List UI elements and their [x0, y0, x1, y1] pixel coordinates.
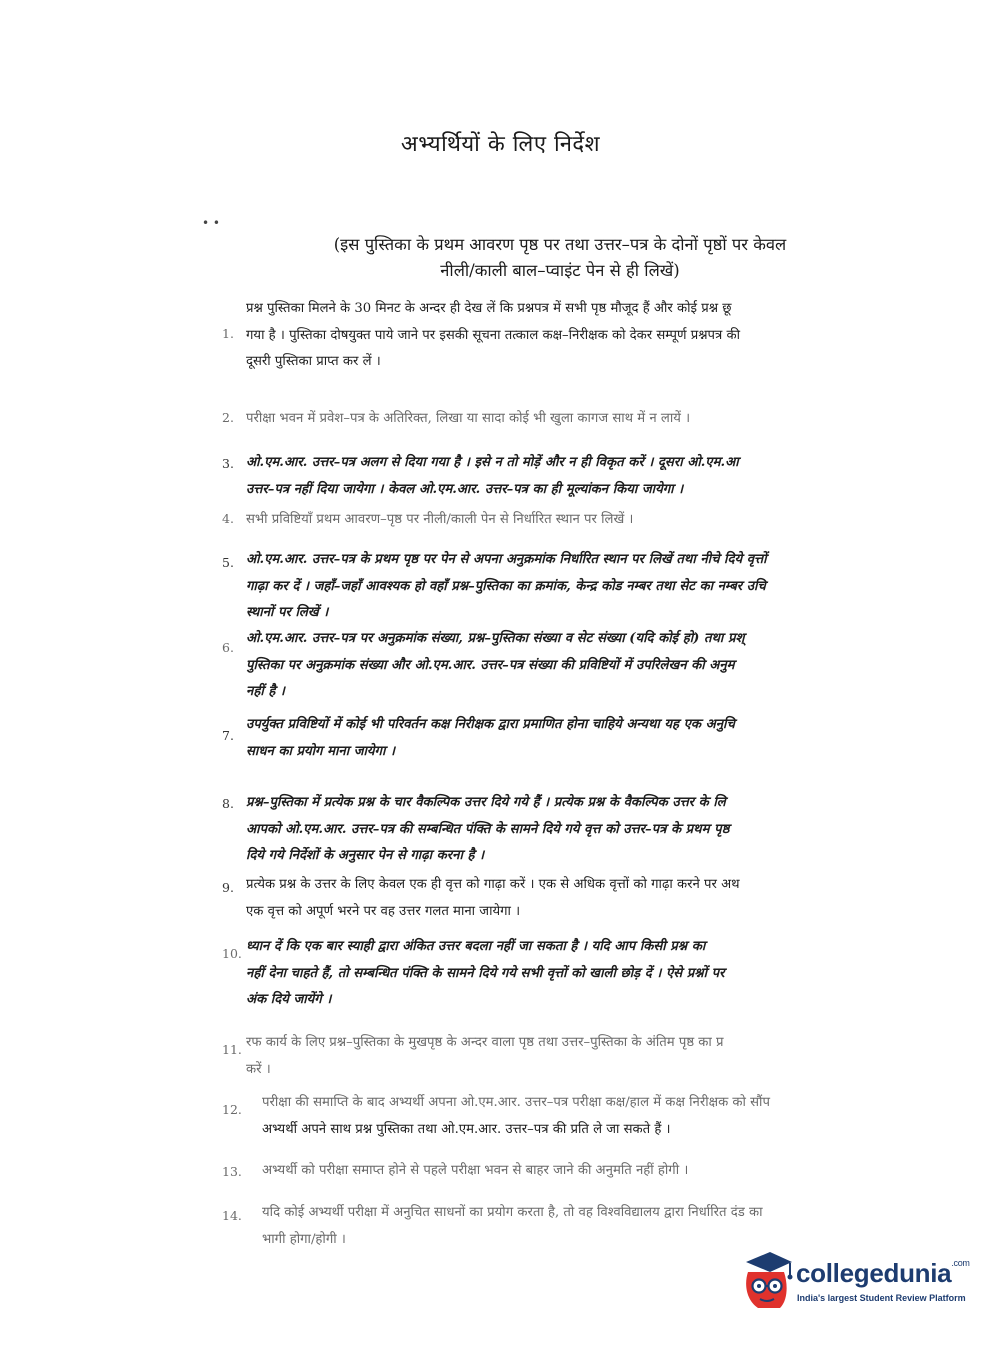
logo-tagline: India's largest Student Review Platform: [797, 1293, 966, 1303]
item-line: अभ्यर्थी अपने साथ प्रश्न पुस्तिका तथा ओ.एम.आर. उत्तर–पत्र की प्रति ले जा सकते हैं ।: [262, 1121, 671, 1137]
item-text: [246, 1030, 896, 1083]
student-mascot-icon: [740, 1250, 794, 1312]
item-line: अभ्यर्थी को परीक्षा समाप्त होने से पहले परीक्षा भवन से बाहर जाने की अनुमति नहीं होगी ।: [262, 1163, 689, 1178]
item-text: [246, 450, 896, 503]
item-line: ध्यान दें कि एक बार स्याही द्वारा अंकित उत्तर बदला नहीं जा सकता है । यदि आप किसी प्रश्न का: [246, 939, 706, 954]
item-line: पुस्तिका पर अनुक्रमांक संख्या और ओ.एम.आर. उत्तर–पत्र संख्या की प्रविष्टियों में उपरिलेखन की अनुम: [246, 657, 735, 673]
item-number: 9.: [222, 880, 234, 895]
subtitle-line-1: (इस पुस्तिका के प्रथम आवरण पृष्ठ पर तथा उत्तर–पत्र के दोनों पृष्ठों पर केवल: [333, 235, 787, 254]
item-line: अंक दिये जायेंगे ।: [246, 992, 332, 1007]
item-line: नहीं है ।: [246, 684, 285, 699]
item-line: उपर्युक्त प्रविष्टियों में कोई भी परिवर्तन कक्ष निरीक्षक द्वारा प्रमाणित होना चाहिये अन्यथा यह एक अनुचि: [246, 717, 735, 732]
item-number: 14.: [222, 1208, 242, 1223]
item-line: ओ.एम.आर. उत्तर–पत्र पर अनुक्रमांक संख्या, प्रश्न–पुस्तिका संख्या व सेट संख्या (यदि कोई हो) तथा प्रश्: [246, 631, 745, 646]
item-line: गाढ़ा कर दें । जहाँ–जहाँ आवश्यक हो वहाँ प्रश्न–पुस्तिका का क्रमांक, केन्द्र कोड नम्बर तथा सेट का नम्बर उचि: [246, 578, 766, 594]
item-number: 11.: [222, 1042, 242, 1057]
collegedunia-logo[interactable]: [740, 1248, 970, 1318]
item-line: स्थानों पर लिखें ।: [246, 605, 329, 620]
item-line: ओ.एम.आर. उत्तर–पत्र अलग से दिया गया है । इसे न तो मोड़ें और न ही विकृत करें । दूसरा ओ.एम.आ: [246, 455, 739, 470]
item-text: [262, 1158, 822, 1185]
item-line: भागी होगा/होगी ।: [262, 1231, 346, 1247]
item-line: रफ कार्य के लिए प्रश्न–पुस्तिका के मुखपृष्ठ के अन्दर वाला पृष्ठ तथा उत्तर–पुस्तिका के अंतिम पृष्ठ का प्र: [246, 1035, 724, 1050]
item-text: [246, 790, 896, 870]
item-number: 4.: [222, 511, 234, 526]
logo-wordmark-text: collegedunia: [796, 1258, 952, 1288]
item-line: एक वृत्त को अपूर्ण भरने पर वह उत्तर गलत माना जायेगा ।: [246, 903, 521, 919]
item-line: नहीं देना चाहते हैं, तो सम्बन्धित पंक्ति के सामने दिये गये सभी वृत्तों को खाली छोड़ दें । ऐसे प्रश्नों पर: [246, 965, 725, 981]
item-text: [246, 934, 896, 1014]
item-number: 13.: [222, 1164, 242, 1179]
item-line: प्रत्येक प्रश्न के उत्तर के लिए केवल एक ही वृत्त को गाढ़ा करें । एक से अधिक वृत्तों को गाढ़ा करने पर अथ: [246, 877, 740, 892]
item-line: प्रश्न पुस्तिका मिलने के 30 मिनट के अन्दर ही देख लें कि प्रश्नपत्र में सभी पृष्ठ मौजूद हैं और कोई प्रश्न छू: [246, 301, 732, 316]
item-line: सभी प्रविष्टियाँ प्रथम आवरण–पृष्ठ पर नीली/काली पेन से निर्धारित स्थान पर लिखें ।: [246, 512, 634, 527]
page-title: अभ्यर्थियों के लिए निर्देश: [400, 132, 601, 157]
logo-suffix: .com: [951, 1258, 970, 1268]
item-number: 3.: [222, 456, 234, 471]
item-number: 2.: [222, 410, 234, 425]
item-text: [246, 296, 896, 376]
item-number: 5.: [222, 555, 234, 570]
item-text: [262, 1200, 896, 1253]
item-text: [246, 547, 896, 627]
item-text: [246, 626, 896, 706]
item-line: दूसरी पुस्तिका प्राप्त कर लें ।: [246, 354, 381, 369]
item-number: 12.: [222, 1102, 242, 1117]
item-number: 8.: [222, 796, 234, 811]
item-line: दिये गये निर्देशों के अनुसार पेन से गाढ़ा करना है ।: [246, 848, 485, 863]
item-line: आपको ओ.एम.आर. उत्तर–पत्र की सम्बन्धित पंक्ति के सामने दिये गये वृत्त को उत्तर–पत्र के प्रथम पृष्ठ: [246, 821, 730, 837]
logo-wordmark: [796, 1258, 970, 1289]
item-number: 7.: [222, 728, 234, 743]
item-line: साधन का प्रयोग माना जायेगा ।: [246, 743, 395, 759]
item-line: गया है । पुस्तिका दोषयुक्त पाये जाने पर इसकी सूचना तत्काल कक्ष–निरीक्षक को देकर सम्पूर्ण प्रश्नपत्र की: [246, 327, 741, 343]
item-number: 6.: [222, 640, 234, 655]
item-line: ओ.एम.आर. उत्तर–पत्र के प्रथम पृष्ठ पर पेन से अपना अनुक्रमांक निर्धारित स्थान पर लिखें तथा नीचे दिये वृत्तों: [246, 552, 767, 567]
item-line: करें ।: [246, 1061, 271, 1077]
item-line: यदि कोई अभ्यर्थी परीक्षा में अनुचित साधनों का प्रयोग करता है, तो वह विश्वविद्यालय द्वारा निर्धारित दंड का: [262, 1205, 763, 1220]
item-text: [246, 872, 896, 925]
stray-mark: • •: [202, 216, 220, 230]
item-text: [246, 406, 896, 433]
item-number: 1.: [222, 326, 234, 341]
item-number: 10.: [222, 946, 242, 961]
item-text: [246, 507, 896, 534]
page-subtitle: [290, 232, 830, 284]
item-line: उत्तर–पत्र नहीं दिया जायेगा । केवल ओ.एम.आर. उत्तर–पत्र का ही मूल्यांकन किया जायेगा ।: [246, 481, 684, 497]
item-text: [262, 1090, 896, 1143]
item-line: परीक्षा की समाप्ति के बाद अभ्यर्थी अपना ओ.एम.आर. उत्तर–पत्र परीक्षा कक्ष/हाल में कक्ष निरीक्षक को सौंप: [262, 1095, 770, 1110]
item-line: परीक्षा भवन में प्रवेश–पत्र के अतिरिक्त, लिखा या सादा कोई भी खुला कागज साथ में न लायें ।: [246, 411, 691, 426]
subtitle-line-2: नीली/काली बाल–प्वाइंट पेन से ही लिखें): [440, 261, 680, 280]
item-text: [246, 712, 896, 765]
item-line: प्रश्न–पुस्तिका में प्रत्येक प्रश्न के चार वैकल्पिक उत्तर दिये गये हैं । प्रत्येक प्रश्न के वैकल्पिक उत्तर के लि: [246, 795, 726, 810]
